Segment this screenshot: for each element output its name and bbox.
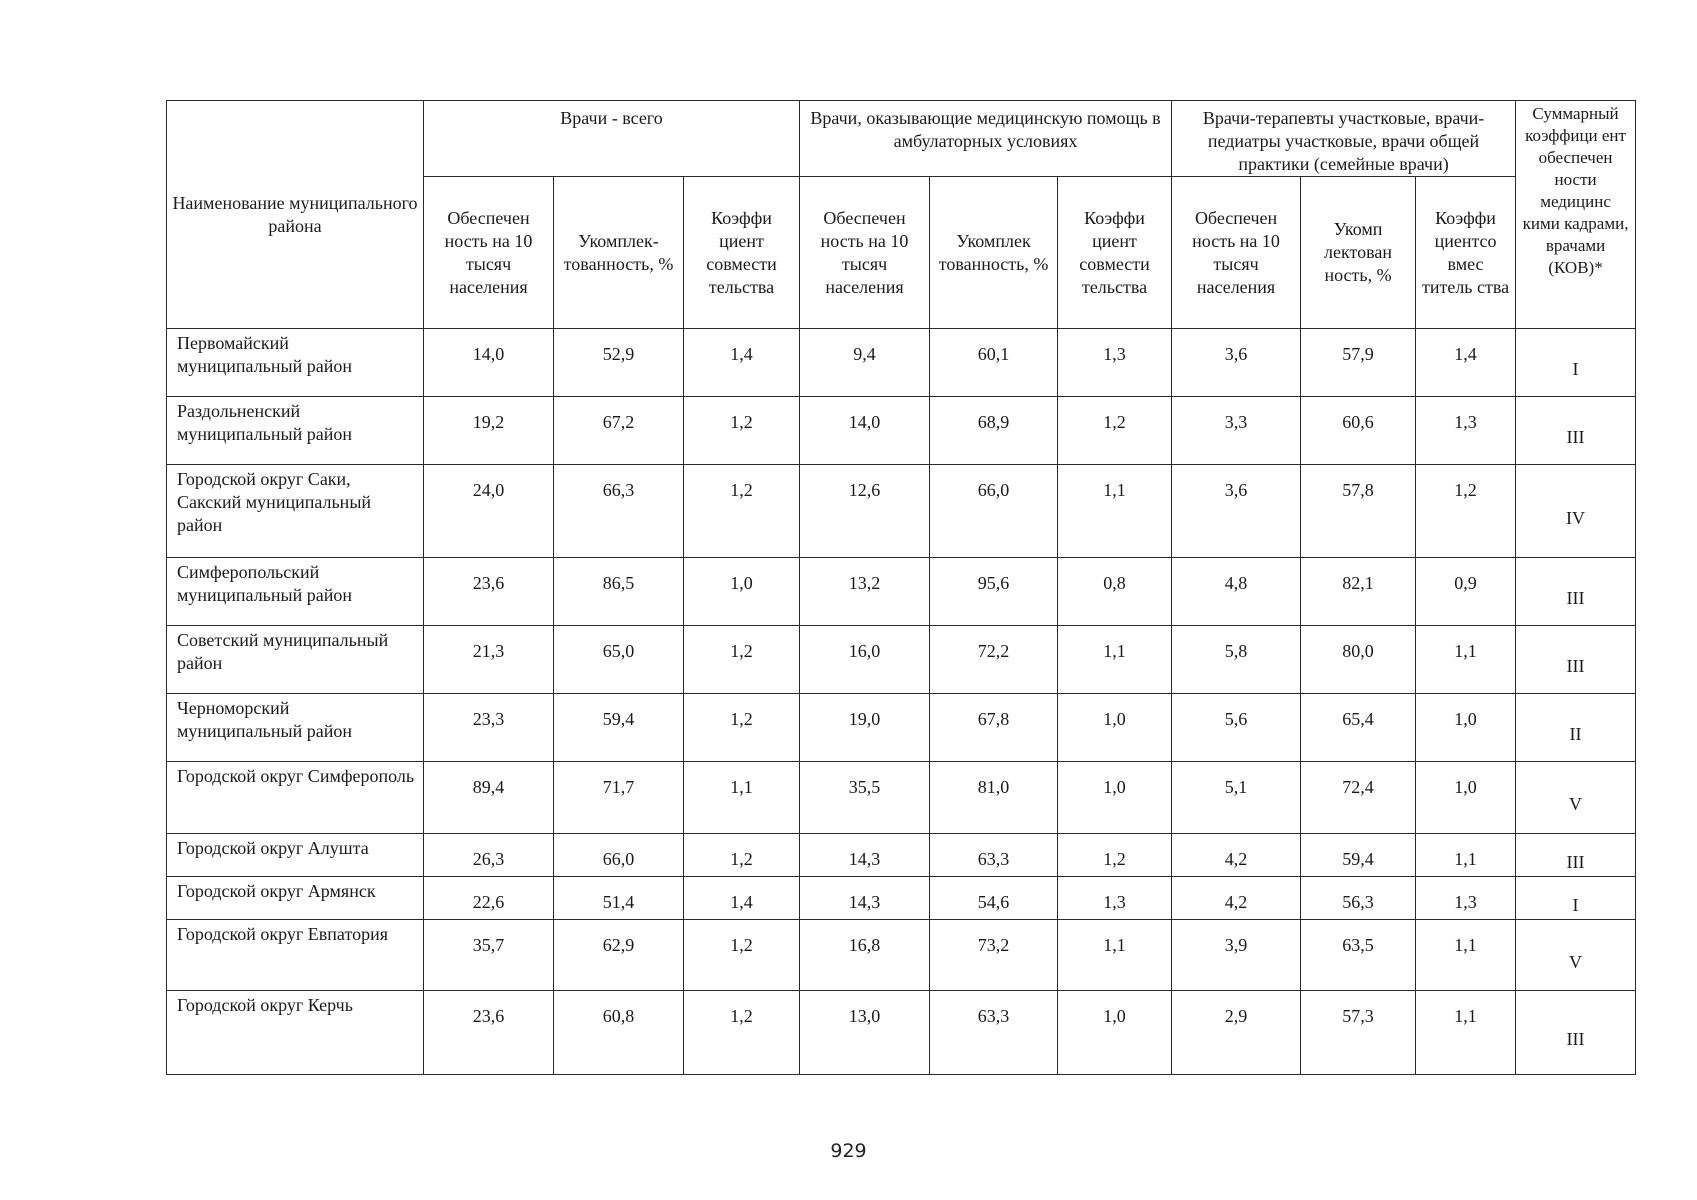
table-row — [167, 626, 1636, 694]
kov-cell: III — [1516, 397, 1636, 465]
table-row — [167, 762, 1636, 834]
kov-cell: II — [1516, 694, 1636, 762]
kov-cell: IV — [1516, 465, 1636, 558]
value-cell: 63,3 — [930, 834, 1058, 877]
value-cell: 1,1 — [1058, 626, 1172, 694]
value-cell: 14,3 — [800, 877, 930, 920]
district-name-cell: Раздольненский муниципальный район — [167, 397, 424, 465]
value-cell: 80,0 — [1301, 626, 1416, 694]
value-cell: 1,4 — [1416, 329, 1516, 397]
value-cell: 72,4 — [1301, 762, 1416, 834]
header-subcol: Коэффи циент совмести тельства — [1058, 177, 1172, 329]
kov-cell: I — [1516, 329, 1636, 397]
value-cell: 66,3 — [554, 465, 684, 558]
table-row — [167, 558, 1636, 626]
value-cell: 1,2 — [684, 834, 800, 877]
value-cell: 73,2 — [930, 920, 1058, 991]
header-group-all-doctors: Врачи - всего — [424, 101, 800, 177]
value-cell: 26,3 — [424, 834, 554, 877]
value-cell: 81,0 — [930, 762, 1058, 834]
value-cell: 0,8 — [1058, 558, 1172, 626]
page-number: 929 — [830, 1140, 867, 1162]
value-cell: 12,6 — [800, 465, 930, 558]
value-cell: 4,8 — [1172, 558, 1301, 626]
value-cell: 68,9 — [930, 397, 1058, 465]
kov-cell: III — [1516, 626, 1636, 694]
value-cell: 66,0 — [930, 465, 1058, 558]
kov-cell: V — [1516, 762, 1636, 834]
table-row — [167, 834, 1636, 877]
value-cell: 1,4 — [684, 877, 800, 920]
value-cell: 60,6 — [1301, 397, 1416, 465]
value-cell: 1,2 — [1416, 465, 1516, 558]
kov-cell: III — [1516, 991, 1636, 1075]
kov-cell: III — [1516, 558, 1636, 626]
value-cell: 60,1 — [930, 329, 1058, 397]
value-cell: 23,3 — [424, 694, 554, 762]
district-name-cell: Городской округ Алушта — [167, 834, 424, 877]
value-cell: 13,2 — [800, 558, 930, 626]
value-cell: 67,8 — [930, 694, 1058, 762]
value-cell: 1,1 — [1416, 991, 1516, 1075]
district-name-cell: Советский муниципальный район — [167, 626, 424, 694]
value-cell: 57,9 — [1301, 329, 1416, 397]
value-cell: 0,9 — [1416, 558, 1516, 626]
value-cell: 1,2 — [1058, 397, 1172, 465]
value-cell: 1,0 — [1058, 694, 1172, 762]
value-cell: 1,4 — [684, 329, 800, 397]
value-cell: 16,0 — [800, 626, 930, 694]
district-name-cell: Симферопольский муниципальный район — [167, 558, 424, 626]
table-row — [167, 920, 1636, 991]
value-cell: 1,2 — [684, 920, 800, 991]
value-cell: 1,2 — [684, 397, 800, 465]
health-staff-table — [166, 100, 1636, 1075]
value-cell: 1,3 — [1058, 877, 1172, 920]
value-cell: 22,6 — [424, 877, 554, 920]
header-group-primary-care-doctors: Врачи-терапевты участковые, врачи-педиатры участковые, врачи общей практики (семейные врачи) — [1172, 101, 1516, 177]
value-cell: 35,7 — [424, 920, 554, 991]
table-row — [167, 329, 1636, 397]
value-cell: 63,5 — [1301, 920, 1416, 991]
value-cell: 57,3 — [1301, 991, 1416, 1075]
header-group-outpatient-doctors: Врачи, оказывающие медицинскую помощь в амбулаторных условиях — [800, 101, 1172, 177]
value-cell: 1,0 — [1058, 991, 1172, 1075]
value-cell: 60,8 — [554, 991, 684, 1075]
value-cell: 1,1 — [1058, 920, 1172, 991]
value-cell: 19,0 — [800, 694, 930, 762]
value-cell: 82,1 — [1301, 558, 1416, 626]
value-cell: 1,0 — [1416, 762, 1516, 834]
value-cell: 14,3 — [800, 834, 930, 877]
value-cell: 1,2 — [684, 626, 800, 694]
kov-cell: III — [1516, 834, 1636, 877]
value-cell: 62,9 — [554, 920, 684, 991]
header-summary-kov: Суммарный коэффици ент обеспечен ности медицинс кими кадрами, врачами (КОВ)* — [1516, 101, 1636, 329]
value-cell: 1,2 — [684, 991, 800, 1075]
value-cell: 3,9 — [1172, 920, 1301, 991]
value-cell: 14,0 — [424, 329, 554, 397]
header-name-column: Наименование муниципального района — [167, 101, 424, 329]
value-cell: 4,2 — [1172, 877, 1301, 920]
value-cell: 14,0 — [800, 397, 930, 465]
value-cell: 16,8 — [800, 920, 930, 991]
value-cell: 3,6 — [1172, 465, 1301, 558]
value-cell: 1,0 — [1058, 762, 1172, 834]
district-name-cell: Черноморский муниципальный район — [167, 694, 424, 762]
value-cell: 24,0 — [424, 465, 554, 558]
value-cell: 86,5 — [554, 558, 684, 626]
value-cell: 4,2 — [1172, 834, 1301, 877]
value-cell: 5,8 — [1172, 626, 1301, 694]
value-cell: 56,3 — [1301, 877, 1416, 920]
value-cell: 9,4 — [800, 329, 930, 397]
value-cell: 65,4 — [1301, 694, 1416, 762]
value-cell: 5,1 — [1172, 762, 1301, 834]
header-subcol: Укомплек- тованность, % — [554, 177, 684, 329]
table-body — [167, 329, 1636, 1075]
value-cell: 2,9 — [1172, 991, 1301, 1075]
value-cell: 52,9 — [554, 329, 684, 397]
value-cell: 23,6 — [424, 558, 554, 626]
table-row — [167, 465, 1636, 558]
value-cell: 1,0 — [1416, 694, 1516, 762]
value-cell: 1,2 — [684, 465, 800, 558]
district-name-cell: Городской округ Саки, Сакский муниципальный район — [167, 465, 424, 558]
district-name-cell: Первомайский муниципальный район — [167, 329, 424, 397]
value-cell: 67,2 — [554, 397, 684, 465]
value-cell: 65,0 — [554, 626, 684, 694]
district-name-cell: Городской округ Евпатория — [167, 920, 424, 991]
value-cell: 1,3 — [1416, 397, 1516, 465]
header-subcol: Коэффи циентсо вмес титель ства — [1416, 177, 1516, 329]
value-cell: 1,1 — [1416, 626, 1516, 694]
header-subcol: Укомплек тованность, % — [930, 177, 1058, 329]
value-cell: 3,3 — [1172, 397, 1301, 465]
value-cell: 54,6 — [930, 877, 1058, 920]
value-cell: 63,3 — [930, 991, 1058, 1075]
value-cell: 1,0 — [684, 558, 800, 626]
value-cell: 1,3 — [1058, 329, 1172, 397]
header-subcol: Обеспечен ность на 10 тысяч населения — [1172, 177, 1301, 329]
value-cell: 95,6 — [930, 558, 1058, 626]
value-cell: 13,0 — [800, 991, 930, 1075]
value-cell: 19,2 — [424, 397, 554, 465]
value-cell: 89,4 — [424, 762, 554, 834]
value-cell: 59,4 — [1301, 834, 1416, 877]
value-cell: 1,2 — [1058, 834, 1172, 877]
district-name-cell: Городской округ Армянск — [167, 877, 424, 920]
value-cell: 71,7 — [554, 762, 684, 834]
value-cell: 57,8 — [1301, 465, 1416, 558]
table-row — [167, 877, 1636, 920]
value-cell: 23,6 — [424, 991, 554, 1075]
value-cell: 35,5 — [800, 762, 930, 834]
kov-cell: I — [1516, 877, 1636, 920]
table-row — [167, 397, 1636, 465]
value-cell: 59,4 — [554, 694, 684, 762]
value-cell: 21,3 — [424, 626, 554, 694]
value-cell: 51,4 — [554, 877, 684, 920]
table-row — [167, 694, 1636, 762]
header-subcol: Обеспечен ность на 10 тысяч населения — [800, 177, 930, 329]
value-cell: 72,2 — [930, 626, 1058, 694]
value-cell: 1,1 — [1416, 834, 1516, 877]
header-subcol: Коэффи циент совмести тельства — [684, 177, 800, 329]
value-cell: 1,1 — [684, 762, 800, 834]
table-row — [167, 991, 1636, 1075]
value-cell: 5,6 — [1172, 694, 1301, 762]
value-cell: 1,3 — [1416, 877, 1516, 920]
header-row-groups — [167, 101, 1636, 177]
value-cell: 1,1 — [1416, 920, 1516, 991]
value-cell: 66,0 — [554, 834, 684, 877]
value-cell: 1,2 — [684, 694, 800, 762]
header-subcol: Обеспечен ность на 10 тысяч населения — [424, 177, 554, 329]
district-name-cell: Городской округ Керчь — [167, 991, 424, 1075]
value-cell: 1,1 — [1058, 465, 1172, 558]
value-cell: 3,6 — [1172, 329, 1301, 397]
district-name-cell: Городской округ Симферополь — [167, 762, 424, 834]
kov-cell: V — [1516, 920, 1636, 991]
header-subcol: Укомп лектован ность, % — [1301, 177, 1416, 329]
